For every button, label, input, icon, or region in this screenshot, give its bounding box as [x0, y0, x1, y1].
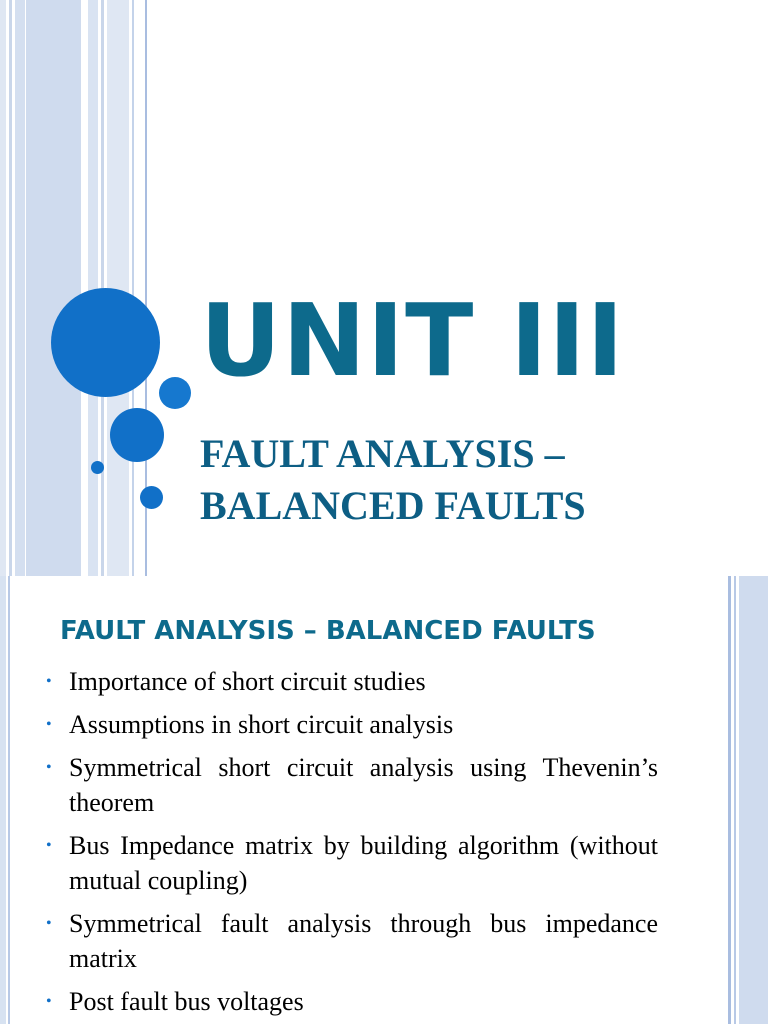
- bullet-text: Assumptions in short circuit analysis: [69, 710, 454, 739]
- list-item: [44, 984, 658, 1019]
- bullet-icon: •: [46, 716, 52, 733]
- decorative-circle-small-2: [140, 486, 163, 509]
- bullet-text: Symmetrical short circuit analysis using Thevenin’s theorem: [69, 753, 658, 817]
- decorative-circle-large: [51, 288, 160, 397]
- slide-title: UNIT III: [200, 282, 625, 399]
- list-item: [44, 707, 658, 742]
- bullet-icon: •: [46, 673, 52, 690]
- slide-heading: FAULT ANALYSIS – BALANCED FAULTS: [60, 616, 596, 646]
- bullet-icon: •: [46, 993, 52, 1010]
- decorative-edge-left: [0, 576, 6, 1024]
- subtitle-line-1: FAULT ANALYSIS –: [200, 431, 565, 476]
- bullet-icon: •: [46, 915, 52, 932]
- decorative-circle-tiny: [91, 461, 104, 474]
- list-item: [44, 828, 658, 898]
- list-item: [44, 750, 658, 820]
- bullet-text: Importance of short circuit studies: [69, 667, 426, 696]
- contents-slide: [0, 576, 768, 1024]
- slide-subtitle: [200, 428, 760, 532]
- decorative-line-left: [8, 576, 10, 1024]
- bullet-text: Post fault bus voltages: [69, 987, 304, 1016]
- decorative-circle-medium: [110, 408, 164, 462]
- bullet-list: [44, 664, 658, 1024]
- list-item: [44, 664, 658, 699]
- subtitle-line-2: BALANCED FAULTS: [200, 483, 586, 528]
- decorative-stripes-right: [726, 576, 768, 1024]
- bullet-text: Bus Impedance matrix by building algorithm (without mutual coupling): [69, 831, 658, 895]
- bullet-icon: •: [46, 837, 52, 854]
- list-item: [44, 906, 658, 976]
- decorative-circle-small: [159, 377, 191, 409]
- decorative-stripes-left: [0, 0, 150, 576]
- bullet-text: Symmetrical fault analysis through bus impedance matrix: [69, 909, 658, 973]
- bullet-icon: •: [46, 759, 52, 776]
